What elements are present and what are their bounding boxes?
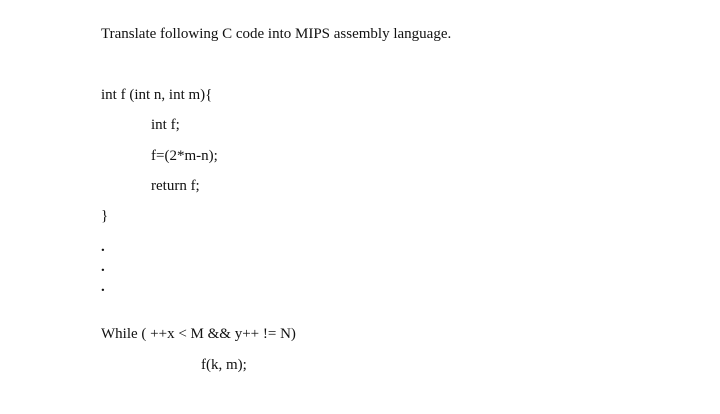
return-statement: return f;: [151, 178, 200, 194]
instruction-text: Translate following C code into MIPS assembly language.: [101, 26, 452, 42]
ellipsis-dot: .: [101, 279, 105, 295]
variable-declaration: int f;: [151, 117, 180, 133]
closing-brace: }: [101, 208, 109, 224]
function-signature: int f (int n, int m){: [101, 87, 213, 103]
while-condition: While ( ++x < M && y++ != N): [101, 326, 296, 342]
function-call: f(k, m);: [201, 357, 247, 373]
ellipsis-dot: .: [101, 239, 105, 255]
ellipsis-dot: .: [101, 259, 105, 275]
assignment-statement: f=(2*m-n);: [151, 148, 218, 164]
